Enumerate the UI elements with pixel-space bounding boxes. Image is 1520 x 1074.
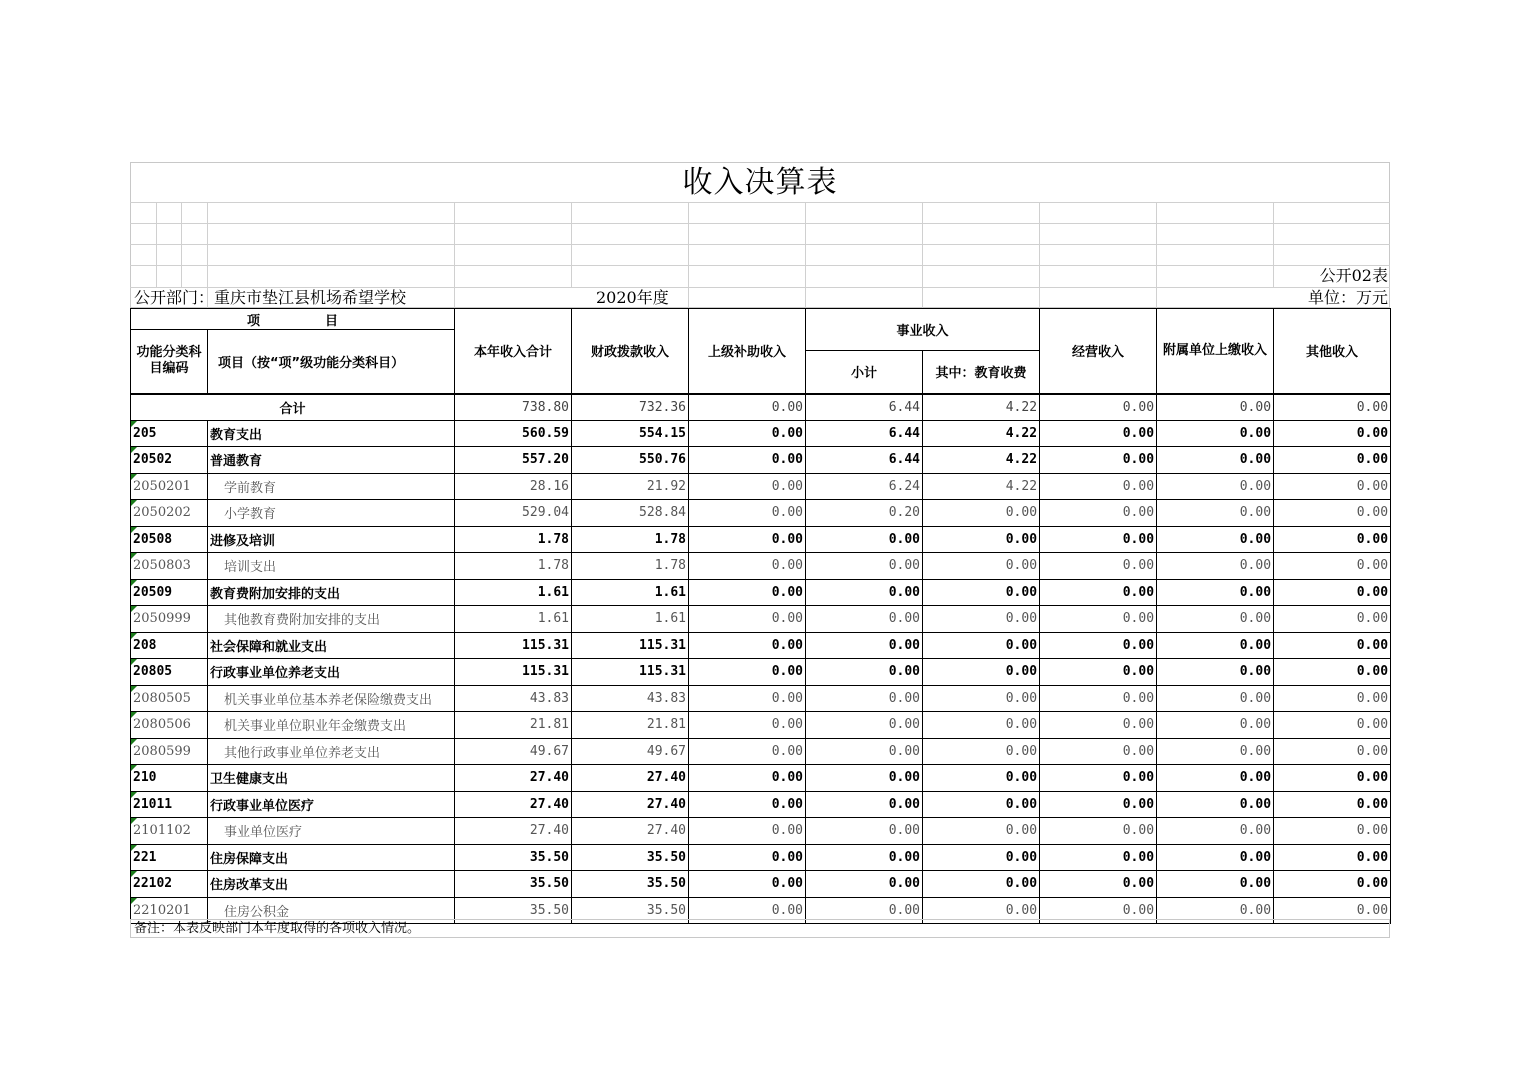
row-value: 6.44 [806, 447, 923, 474]
income-table [130, 308, 1391, 924]
row-value: 0.00 [1157, 473, 1274, 500]
row-value: 0.00 [1040, 791, 1157, 818]
fiscal-year: 2020年度 [596, 288, 669, 307]
cell-marker-icon [131, 659, 137, 665]
total-label: 合计 [131, 394, 455, 421]
row-value: 0.00 [1040, 420, 1157, 447]
row-code [131, 632, 208, 659]
row-name: 行政事业单位医疗 [208, 791, 455, 818]
row-value: 0.00 [923, 500, 1040, 527]
header-name: 项目（按“项”级功能分类科目） [208, 330, 455, 394]
row-value: 0.00 [1040, 632, 1157, 659]
cell-marker-icon [131, 474, 137, 480]
row-name: 培训支出 [208, 553, 455, 580]
row-value: 0.00 [923, 526, 1040, 553]
table-row [131, 526, 1391, 553]
row-value: 1.78 [572, 526, 689, 553]
row-value: 1.78 [455, 553, 572, 580]
row-code-text: 2050201 [133, 478, 191, 494]
row-value: 0.00 [1157, 447, 1274, 474]
row-value: 0.00 [1040, 500, 1157, 527]
row-name: 住房保障支出 [208, 844, 455, 871]
row-name: 住房公积金 [208, 897, 455, 924]
row-value: 0.00 [923, 553, 1040, 580]
row-value: 0.00 [923, 844, 1040, 871]
row-value: 1.78 [455, 526, 572, 553]
row-code-text: 2050803 [133, 558, 191, 574]
row-value: 49.67 [572, 738, 689, 765]
row-value: 21.81 [572, 712, 689, 739]
row-value: 0.00 [689, 420, 806, 447]
row-code-text: 20805 [133, 664, 173, 680]
row-value: 35.50 [455, 844, 572, 871]
row-code [131, 712, 208, 739]
total-value: 0.00 [1157, 394, 1274, 421]
row-value: 27.40 [455, 791, 572, 818]
row-value: 0.00 [923, 659, 1040, 686]
row-value: 0.00 [1157, 685, 1274, 712]
row-value: 27.40 [455, 765, 572, 792]
row-code-text: 22102 [133, 876, 173, 892]
row-value: 43.83 [455, 685, 572, 712]
row-value: 1.61 [572, 606, 689, 633]
row-code-text: 20508 [133, 531, 173, 547]
header-business-group: 事业收入 [806, 309, 1040, 351]
row-value: 21.81 [455, 712, 572, 739]
row-code-text: 20502 [133, 452, 173, 468]
row-value: 0.00 [1274, 871, 1391, 898]
row-value: 0.00 [689, 500, 806, 527]
row-value: 0.00 [689, 871, 806, 898]
row-code [131, 447, 208, 474]
table-row [131, 844, 1391, 871]
row-value: 0.00 [1157, 818, 1274, 845]
row-value: 0.00 [1274, 553, 1391, 580]
header-edu-fee: 其中：教育收费 [923, 351, 1040, 394]
row-code-text: 2080506 [133, 717, 191, 733]
department-label: 公开部门：重庆市垫江县机场希望学校 [134, 288, 407, 307]
cell-marker-icon [131, 739, 137, 745]
row-value: 0.00 [689, 738, 806, 765]
gridline [688, 202, 689, 308]
row-value: 0.00 [1040, 526, 1157, 553]
row-value: 550.76 [572, 447, 689, 474]
gridline [130, 265, 1390, 266]
row-value: 4.22 [923, 447, 1040, 474]
row-value: 0.00 [1274, 632, 1391, 659]
table-row [131, 712, 1391, 739]
row-value: 0.00 [1274, 526, 1391, 553]
row-code [131, 606, 208, 633]
header-subtotal: 小计 [806, 351, 923, 394]
row-value: 0.00 [806, 871, 923, 898]
row-value: 0.00 [806, 818, 923, 845]
header-superior: 上级补助收入 [689, 309, 806, 394]
cell-marker-icon [131, 527, 137, 533]
row-code-text: 2210201 [133, 902, 191, 918]
gridline [130, 202, 1390, 203]
row-value: 0.00 [1274, 844, 1391, 871]
row-value: 0.00 [806, 659, 923, 686]
table-row [131, 553, 1391, 580]
row-value: 0.00 [806, 897, 923, 924]
gridline [805, 202, 806, 308]
gridline [1273, 202, 1274, 287]
row-value: 21.92 [572, 473, 689, 500]
row-value: 0.00 [923, 871, 1040, 898]
row-value: 0.00 [1157, 791, 1274, 818]
gridline [454, 202, 455, 308]
row-value: 115.31 [455, 659, 572, 686]
row-value: 0.00 [689, 473, 806, 500]
gridline [156, 202, 157, 287]
row-name: 进修及培训 [208, 526, 455, 553]
row-code [131, 685, 208, 712]
header-total: 本年收入合计 [455, 309, 572, 394]
cell-marker-icon [131, 633, 137, 639]
row-value: 6.24 [806, 473, 923, 500]
cell-marker-icon [131, 421, 137, 427]
cell-marker-icon [131, 712, 137, 718]
row-name: 行政事业单位养老支出 [208, 659, 455, 686]
row-value: 27.40 [572, 765, 689, 792]
row-value: 0.00 [689, 765, 806, 792]
row-value: 0.00 [806, 579, 923, 606]
row-code-text: 208 [133, 637, 157, 653]
row-value: 554.15 [572, 420, 689, 447]
unit-label: 单位：万元 [1307, 288, 1388, 307]
row-value: 0.00 [689, 553, 806, 580]
row-value: 0.00 [923, 897, 1040, 924]
row-value: 0.00 [1040, 818, 1157, 845]
cell-marker-icon [131, 686, 137, 692]
row-value: 0.00 [806, 765, 923, 792]
row-value: 0.00 [806, 738, 923, 765]
row-value: 0.00 [923, 579, 1040, 606]
row-value: 1.61 [572, 579, 689, 606]
row-value: 0.00 [1040, 712, 1157, 739]
row-code-text: 21011 [133, 796, 173, 812]
row-code-text: 2080599 [133, 743, 191, 759]
total-value: 4.22 [923, 394, 1040, 421]
row-value: 0.00 [1157, 871, 1274, 898]
gridline [1156, 202, 1157, 308]
row-value: 0.00 [1157, 659, 1274, 686]
row-value: 35.50 [572, 844, 689, 871]
row-value: 0.00 [689, 791, 806, 818]
row-value: 0.00 [1040, 897, 1157, 924]
row-code [131, 473, 208, 500]
row-value: 0.00 [1157, 738, 1274, 765]
row-value: 0.00 [923, 818, 1040, 845]
row-value: 0.00 [1274, 420, 1391, 447]
row-value: 27.40 [572, 818, 689, 845]
row-value: 0.00 [689, 818, 806, 845]
row-code [131, 765, 208, 792]
cell-marker-icon [131, 447, 137, 453]
gridline [1039, 202, 1040, 308]
total-value: 0.00 [689, 394, 806, 421]
form-number: 公开02表 [1319, 266, 1388, 285]
table-row [131, 579, 1391, 606]
row-value: 1.78 [572, 553, 689, 580]
row-value: 0.00 [923, 738, 1040, 765]
page-title: 收入决算表 [682, 165, 838, 200]
cell-marker-icon [131, 845, 137, 851]
row-code-text: 221 [133, 849, 157, 865]
row-code [131, 500, 208, 527]
row-code [131, 871, 208, 898]
cell-marker-icon [131, 871, 137, 877]
table-row [131, 606, 1391, 633]
row-value: 0.00 [1040, 447, 1157, 474]
row-value: 6.44 [806, 420, 923, 447]
row-name: 住房改革支出 [208, 871, 455, 898]
gridline [922, 202, 923, 308]
row-value: 0.00 [689, 632, 806, 659]
cell-marker-icon [131, 792, 137, 798]
total-value: 6.44 [806, 394, 923, 421]
row-value: 0.00 [1157, 712, 1274, 739]
row-value: 0.00 [1040, 738, 1157, 765]
row-value: 0.00 [1274, 738, 1391, 765]
row-value: 560.59 [455, 420, 572, 447]
table-row [131, 447, 1391, 474]
header-fiscal: 财政拨款收入 [572, 309, 689, 394]
row-value: 0.00 [689, 712, 806, 739]
table-row [131, 473, 1391, 500]
row-value: 35.50 [572, 897, 689, 924]
row-value: 0.00 [1040, 553, 1157, 580]
row-value: 0.00 [1274, 818, 1391, 845]
row-value: 0.00 [689, 844, 806, 871]
row-value: 0.00 [806, 685, 923, 712]
row-name: 其他行政事业单位养老支出 [208, 738, 455, 765]
row-value: 0.00 [1040, 579, 1157, 606]
row-value: 0.20 [806, 500, 923, 527]
row-value: 0.00 [1274, 765, 1391, 792]
row-value: 35.50 [455, 897, 572, 924]
row-value: 0.00 [1274, 606, 1391, 633]
row-value: 115.31 [572, 659, 689, 686]
row-value: 43.83 [572, 685, 689, 712]
row-value: 0.00 [1157, 606, 1274, 633]
table-row [131, 632, 1391, 659]
row-code [131, 526, 208, 553]
row-name: 小学教育 [208, 500, 455, 527]
row-value: 35.50 [572, 871, 689, 898]
row-value: 0.00 [1157, 844, 1274, 871]
row-name: 社会保障和就业支出 [208, 632, 455, 659]
row-value: 0.00 [923, 685, 1040, 712]
row-value: 0.00 [1274, 791, 1391, 818]
row-value: 0.00 [689, 526, 806, 553]
gridline [130, 223, 1390, 224]
row-code-text: 2080505 [133, 690, 191, 706]
row-value: 27.40 [572, 791, 689, 818]
row-value: 0.00 [1274, 712, 1391, 739]
row-value: 0.00 [1040, 685, 1157, 712]
row-value: 0.00 [1157, 765, 1274, 792]
total-value: 738.80 [455, 394, 572, 421]
row-code [131, 791, 208, 818]
row-value: 0.00 [689, 897, 806, 924]
row-value: 0.00 [1157, 632, 1274, 659]
row-value: 0.00 [1040, 473, 1157, 500]
row-code-text: 205 [133, 425, 157, 441]
row-value: 49.67 [455, 738, 572, 765]
row-value: 528.84 [572, 500, 689, 527]
row-value: 0.00 [923, 606, 1040, 633]
cell-marker-icon [131, 898, 137, 904]
row-code-text: 2050202 [133, 505, 191, 521]
table-row [131, 685, 1391, 712]
row-value: 0.00 [923, 632, 1040, 659]
row-value: 35.50 [455, 871, 572, 898]
total-value: 732.36 [572, 394, 689, 421]
row-value: 0.00 [1040, 844, 1157, 871]
row-value: 0.00 [923, 712, 1040, 739]
header-item-group: 项 目 [131, 309, 455, 330]
cell-marker-icon [131, 500, 137, 506]
table-row [131, 765, 1391, 792]
row-code [131, 420, 208, 447]
total-value: 0.00 [1040, 394, 1157, 421]
row-value: 0.00 [689, 606, 806, 633]
row-value: 28.16 [455, 473, 572, 500]
row-value: 0.00 [1157, 420, 1274, 447]
row-value: 1.61 [455, 606, 572, 633]
row-value: 0.00 [1274, 685, 1391, 712]
row-value: 0.00 [1274, 579, 1391, 606]
row-value: 0.00 [689, 447, 806, 474]
row-value: 557.20 [455, 447, 572, 474]
row-value: 115.31 [572, 632, 689, 659]
header-operating: 经营收入 [1040, 309, 1157, 394]
row-name: 机关事业单位基本养老保险缴费支出 [208, 685, 455, 712]
row-value: 0.00 [1157, 526, 1274, 553]
row-code [131, 579, 208, 606]
row-value: 0.00 [689, 579, 806, 606]
table-row [131, 818, 1391, 845]
row-value: 0.00 [1274, 659, 1391, 686]
row-code-text: 210 [133, 770, 157, 786]
cell-marker-icon [131, 606, 137, 612]
table-row [131, 500, 1391, 527]
row-name: 教育费附加安排的支出 [208, 579, 455, 606]
row-code-text: 2050999 [133, 611, 191, 627]
row-value: 0.00 [806, 632, 923, 659]
row-value: 0.00 [1157, 579, 1274, 606]
table-row [131, 659, 1391, 686]
row-value: 0.00 [1040, 871, 1157, 898]
row-value: 0.00 [1157, 553, 1274, 580]
table-row [131, 871, 1391, 898]
row-value: 0.00 [806, 844, 923, 871]
table-row [131, 420, 1391, 447]
cell-marker-icon [131, 553, 137, 559]
row-value: 0.00 [1274, 473, 1391, 500]
table-row [131, 738, 1391, 765]
row-code [131, 818, 208, 845]
row-value: 4.22 [923, 473, 1040, 500]
row-name: 其他教育费附加安排的支出 [208, 606, 455, 633]
row-value: 115.31 [455, 632, 572, 659]
header-affiliated: 附属单位上缴收入 [1157, 309, 1274, 394]
total-row [131, 394, 1391, 421]
row-name: 机关事业单位职业年金缴费支出 [208, 712, 455, 739]
header-other: 其他收入 [1274, 309, 1391, 394]
row-value: 0.00 [806, 791, 923, 818]
cell-marker-icon [131, 818, 137, 824]
row-value: 0.00 [689, 685, 806, 712]
row-value: 0.00 [1040, 659, 1157, 686]
row-value: 0.00 [923, 765, 1040, 792]
total-value: 0.00 [1274, 394, 1391, 421]
row-value: 0.00 [1040, 606, 1157, 633]
footnote: 备注：本表反映部门本年度取得的各项收入情况。 [130, 919, 1390, 938]
cell-marker-icon [131, 765, 137, 771]
row-code-text: 2101102 [133, 823, 191, 839]
header-code: 功能分类科目编码 [131, 330, 208, 394]
gridline [181, 202, 182, 287]
row-value: 0.00 [1157, 897, 1274, 924]
row-value: 0.00 [806, 712, 923, 739]
row-value: 0.00 [806, 606, 923, 633]
row-value: 4.22 [923, 420, 1040, 447]
row-value: 0.00 [806, 526, 923, 553]
row-code [131, 553, 208, 580]
row-code [131, 844, 208, 871]
table-row [131, 791, 1391, 818]
row-value: 0.00 [689, 659, 806, 686]
cell-marker-icon [131, 580, 137, 586]
row-code-text: 20509 [133, 584, 173, 600]
row-name: 学前教育 [208, 473, 455, 500]
row-value: 0.00 [1040, 765, 1157, 792]
row-value: 0.00 [923, 791, 1040, 818]
row-name: 普通教育 [208, 447, 455, 474]
row-value: 0.00 [806, 553, 923, 580]
row-code [131, 738, 208, 765]
row-value: 0.00 [1274, 447, 1391, 474]
row-name: 卫生健康支出 [208, 765, 455, 792]
row-value: 0.00 [1157, 500, 1274, 527]
gridline [571, 202, 572, 287]
row-value: 27.40 [455, 818, 572, 845]
row-code [131, 659, 208, 686]
row-value: 529.04 [455, 500, 572, 527]
row-value: 1.61 [455, 579, 572, 606]
row-value: 0.00 [1274, 500, 1391, 527]
row-name: 事业单位医疗 [208, 818, 455, 845]
row-name: 教育支出 [208, 420, 455, 447]
gridline [130, 244, 1390, 245]
row-value: 0.00 [1274, 897, 1391, 924]
